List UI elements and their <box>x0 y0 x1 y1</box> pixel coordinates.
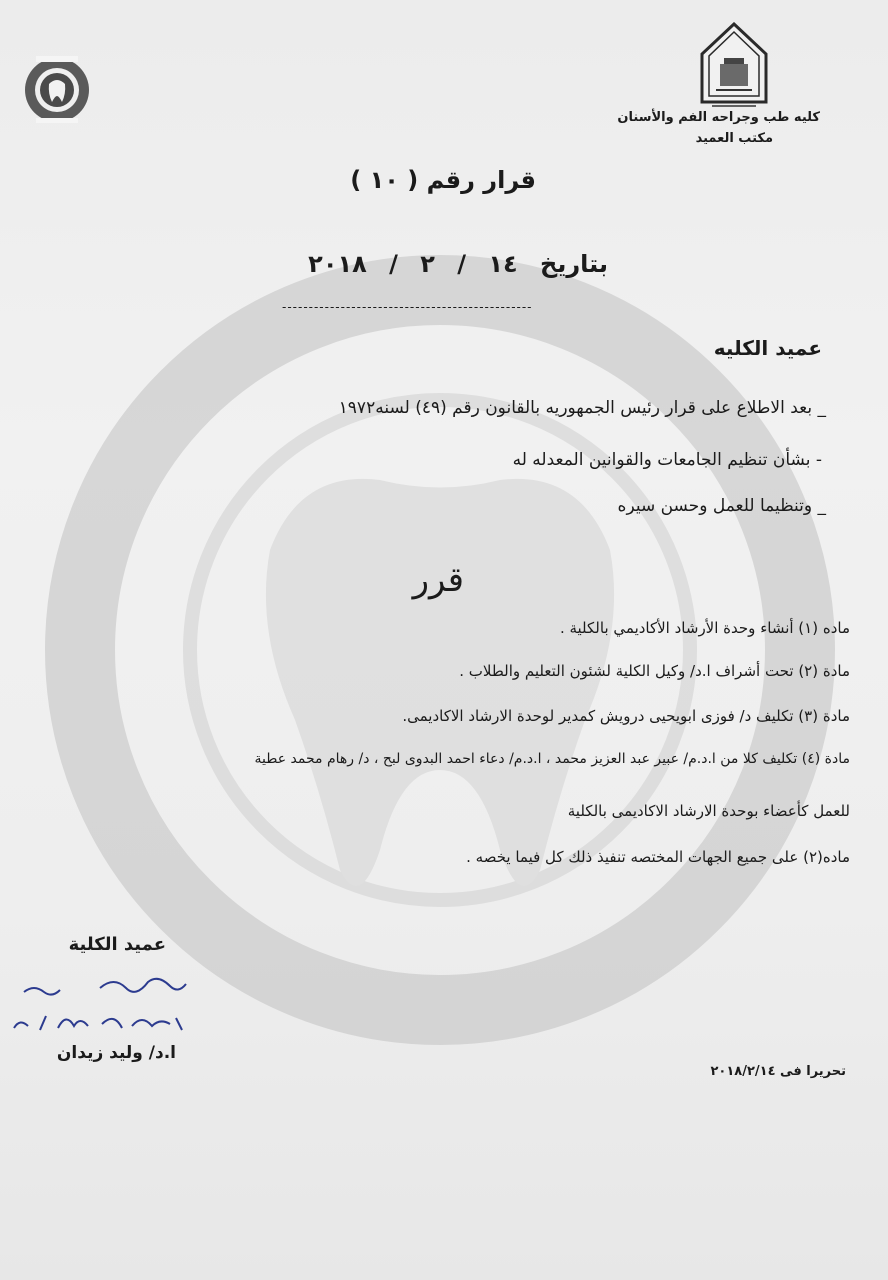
decision-number: قرار رقم ( ١٠ ) <box>350 166 536 194</box>
article-line: للعمل كأعضاء بوحدة الارشاد الاكاديمى بالكلية <box>567 802 850 820</box>
university-crest-icon <box>696 22 772 112</box>
written-date: تحريرا فى ٢٠١٨/٢/١٤ <box>710 1064 846 1079</box>
faculty-name: كليه طب وجراحه الفم والأسنان <box>617 110 820 125</box>
handwritten-signature <box>10 968 190 1048</box>
article-line: ماده (١) أنشاء وحدة الأرشاد الأكاديمي بالكلية . <box>559 619 850 637</box>
decision-date: بتاريخ ١٤ / ٢ / ٢٠١٨ <box>308 250 608 278</box>
preamble-line: _ وتنظيما للعمل وحسن سيره <box>617 496 826 516</box>
dental-faculty-logo-icon <box>22 46 92 134</box>
preamble-line: _ بعد الاطلاع على قرار رئيس الجمهوريه بالقانون رقم (٤٩) لسنه١٩٧٢ <box>338 398 826 418</box>
office-name: مكتب العميد <box>695 131 773 146</box>
article-line: مادة (٣) تكليف د/ فوزى ابويحيى درويش كمدير لوحدة الارشاد الاكاديمى. <box>402 707 850 725</box>
decision-separator: ----------------------------------------------- <box>282 300 533 314</box>
article-line: مادة (٤) تكليف كلا من ا.د.م/ عبير عبد العزيز محمد ، ا.د.م/ دعاء احمد البدوى لبح ، د/ رهام محمد عطية <box>254 751 850 767</box>
preamble-line: - بشأن تنظيم الجامعات والقوانين المعدله له <box>512 450 822 470</box>
university-watermark <box>40 250 840 1050</box>
issuer-heading: عميد الكليه <box>713 336 822 360</box>
article-line: ماده(٢) على جميع الجهات المختصه تنفيذ ذلك كل فيما يخصه . <box>466 848 850 866</box>
decides-heading: قرر <box>412 560 464 600</box>
article-line: مادة (٢) تحت أشراف ا.د/ وكيل الكلية لشئون التعليم والطلاب . <box>459 662 850 680</box>
dean-name: ا.د/ وليد زيدان <box>56 1043 176 1063</box>
signature-title: عميد الكلية <box>68 934 166 955</box>
